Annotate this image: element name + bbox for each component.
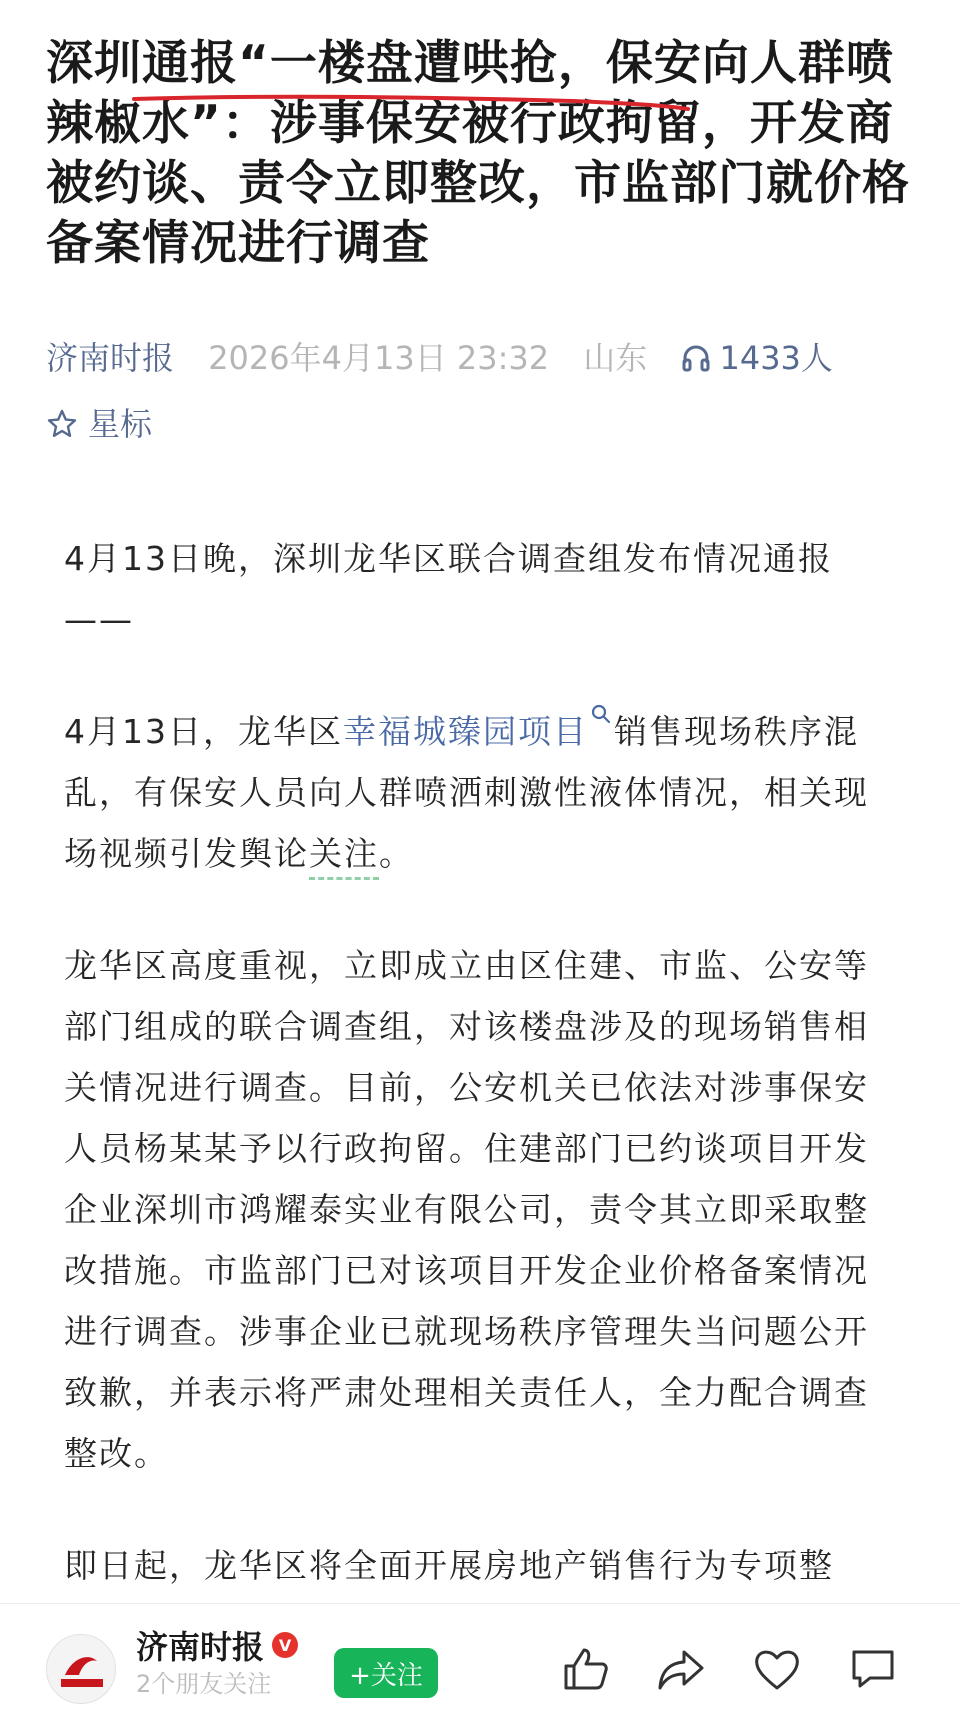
article-meta — [46, 336, 926, 380]
like-icon[interactable] — [560, 1646, 610, 1692]
paragraph-4: 即日起，龙华区将全面开展房地产销售行为专项整 — [64, 1546, 834, 1585]
paragraph-2: 4月13日，龙华区幸福城臻园项目 销售现场秩序混乱，有保安人员向人群喷洒刺激性液体情况，相关现场视频引发舆论关注。 — [64, 701, 896, 884]
publish-datetime: 2026年4月13日 23:32 — [208, 339, 550, 377]
account-name: 济南时报 — [136, 1628, 265, 1666]
star-icon — [46, 408, 78, 440]
listen-count: 1433人 — [719, 339, 833, 377]
comment-icon[interactable] — [848, 1646, 898, 1692]
newspaper-logo-icon — [47, 1635, 117, 1705]
account-avatar[interactable] — [46, 1634, 116, 1704]
project-link[interactable]: 幸福城臻园项目 — [343, 712, 588, 751]
headphones-icon — [681, 343, 711, 373]
bottom-action-bar — [0, 1603, 960, 1698]
article-title: 深圳通报“一楼盘遭哄抢，保安向人群喷辣椒水”：涉事保安被行政拘留，开发商被约谈、责令立即整改，市监部门就价格备案情况进行调查 — [46, 36, 910, 271]
star-label: 星标 — [88, 405, 153, 443]
keyword-link[interactable]: 关注 — [309, 834, 379, 880]
account-subtitle: 2个朋友关注 — [136, 1670, 272, 1698]
star-button[interactable] — [46, 402, 152, 446]
article-body — [64, 528, 896, 1647]
search-icon[interactable] — [590, 703, 612, 725]
publish-location: 山东 — [583, 339, 648, 377]
share-icon[interactable] — [656, 1646, 706, 1692]
follow-button[interactable]: +关注 — [334, 1648, 438, 1698]
verified-badge: V — [272, 1632, 298, 1658]
account-name-row[interactable] — [136, 1622, 298, 1668]
heart-icon[interactable] — [752, 1646, 802, 1692]
paragraph-3: 龙华区高度重视，立即成立由区住建、市监、公安等部门组成的联合调查组，对该楼盘涉及的现场销售相关情况进行调查。目前，公安机关已依法对涉事保安人员杨某某予以行政拘留。住建部门已约谈项目开发企业深圳市鸿耀泰实业有限公司，责令其立即采取整改措施。市监部门已对该项目开发企业价格备案情况进行调查。涉事企业已就现场秩序管理失当问题公开致歉，并表示将严肃处理相关责任人，全力配合调查整改。 — [64, 946, 869, 1473]
source-link[interactable]: 济南时报 — [46, 339, 175, 377]
paragraph-1: 4月13日晚，深圳龙华区联合调查组发布情况通报 —— — [64, 539, 833, 639]
listen-button[interactable] — [681, 339, 832, 377]
